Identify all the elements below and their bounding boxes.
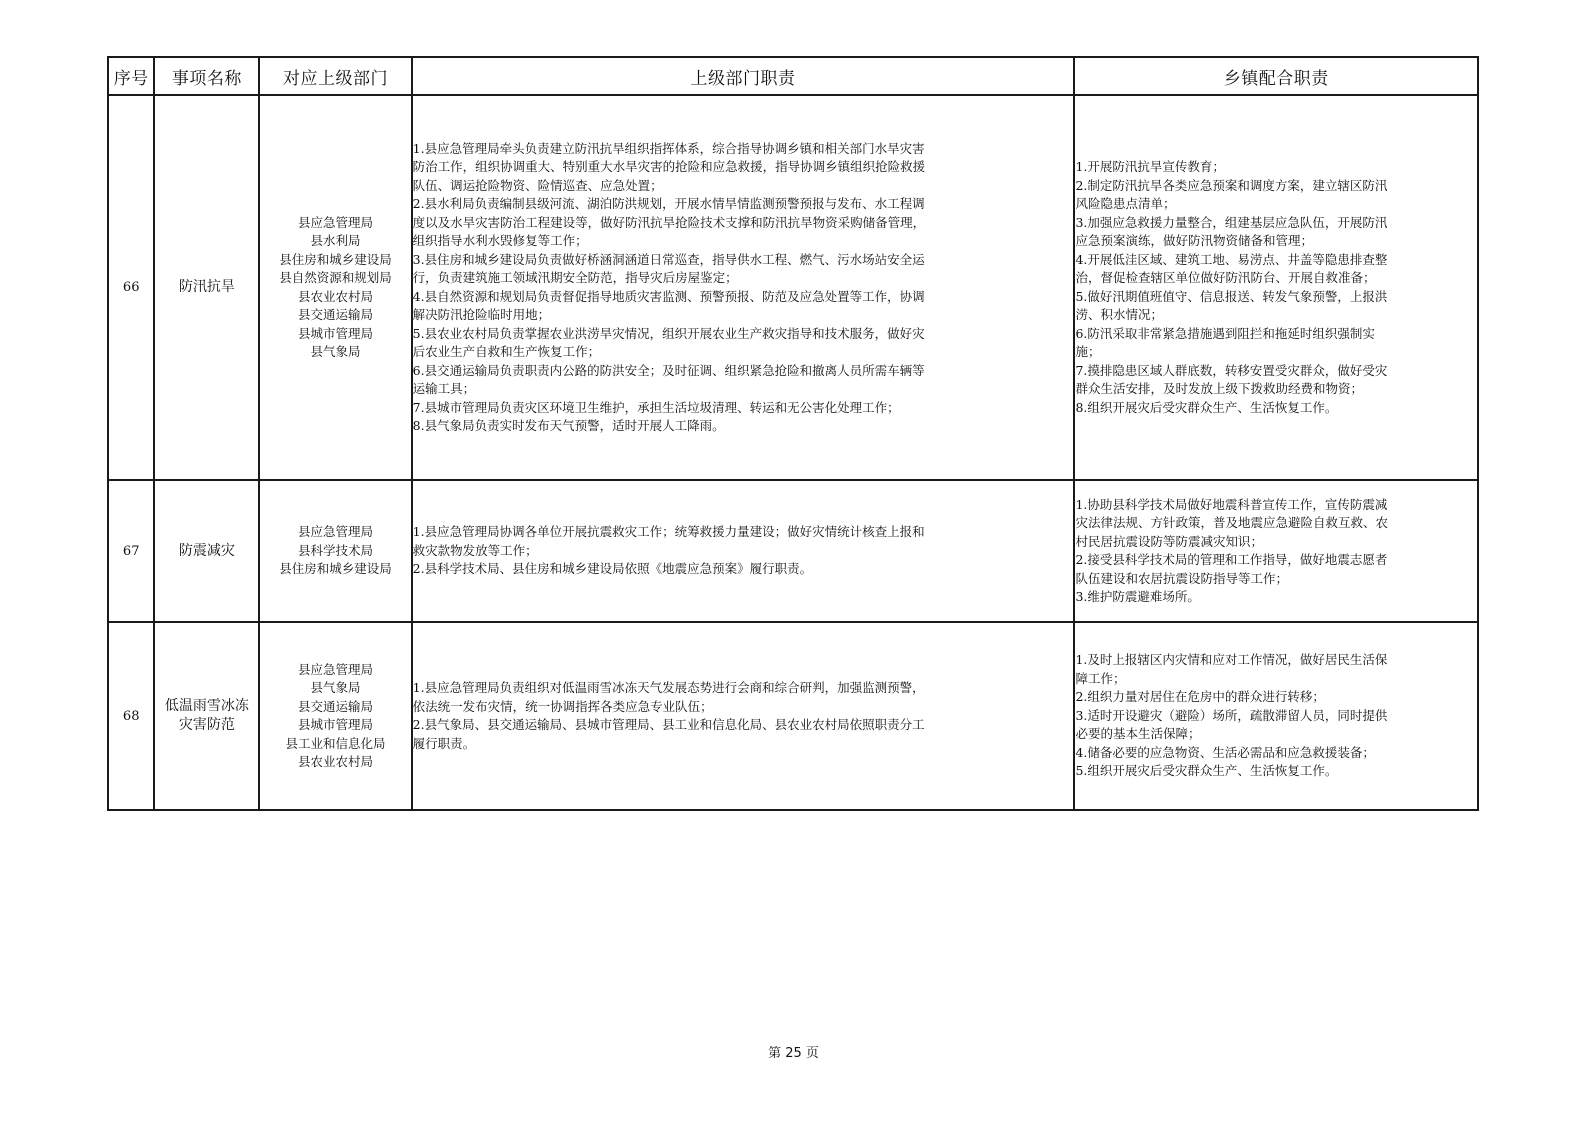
duty-line: 3.适时开设避灾（避险）场所，疏散滞留人员，同时提供 bbox=[1075, 707, 1388, 723]
table-row bbox=[108, 480, 1478, 622]
duty-line: 2.县气象局、县交通运输局、县城市管理局、县工业和信息化局、县农业农村局依照职责分工 bbox=[412, 717, 925, 732]
header-town-duty: 乡镇配合职责 bbox=[1074, 57, 1478, 95]
duty-line: 6.防汛采取非常紧急措施遇到阻拦和拖延时组织强制实 bbox=[1075, 325, 1375, 341]
duty-line: 5.做好汛期值班值守、信息报送、转发气象预警，上报洪 bbox=[1075, 288, 1388, 304]
duty-line: 6.县交通运输局负责职责内公路的防洪安全；及时征调、组织紧急抢险和撤离人员所需车辆等 bbox=[412, 362, 925, 378]
seq-cell: 68 bbox=[108, 622, 154, 810]
duty-line: 群众生活安排，及时发放上级下拨救助经费和物资； bbox=[1075, 381, 1363, 396]
duty-line: 行，负责建筑施工领域汛期安全防范，指导灾后房屋鉴定； bbox=[412, 270, 738, 285]
duty-line: 1.县应急管理局负责组织对低温雨雪冰冻天气发展态势进行会商和综合研判，加强监测预警， bbox=[412, 680, 925, 695]
dept-line: 县农业农村局 bbox=[297, 288, 373, 304]
dept-line: 县科学技术局 bbox=[297, 542, 373, 558]
duty-line: 2.接受县科学技术局的管理和工作指导，做好地震志愿者 bbox=[1075, 552, 1388, 567]
item-name-cell bbox=[154, 622, 259, 810]
duty-line: 1.开展防汛抗旱宣传教育； bbox=[1075, 159, 1225, 174]
upper-duty-cell bbox=[412, 95, 1075, 480]
duty-line: 防治工作，组织协调重大、特别重大水旱灾害的抢险和应急救援，指导协调乡镇组织抢险救援 bbox=[412, 159, 926, 174]
dept-line: 县交通运输局 bbox=[297, 307, 373, 322]
duty-line: 5.县农业农村局负责掌握农业洪涝旱灾情况，组织开展农业生产救灾指导和技术服务，做好灾 bbox=[412, 325, 925, 341]
dept-line: 县气象局 bbox=[310, 344, 361, 359]
duty-line: 4.县自然资源和规划局负责督促指导地质灾害监测、预警预报、防范及应急处置等工作，协调 bbox=[412, 288, 925, 304]
dept-line: 县气象局 bbox=[310, 680, 361, 695]
item-name-cell bbox=[154, 480, 259, 622]
dept-line: 县应急管理局 bbox=[297, 661, 373, 677]
dept-line: 县应急管理局 bbox=[297, 524, 373, 540]
dept-line: 县城市管理局 bbox=[297, 325, 373, 341]
table-row bbox=[108, 622, 1478, 810]
town-duty-cell bbox=[1074, 622, 1478, 810]
header-seq: 序号 bbox=[108, 57, 154, 95]
dept-line: 县住房和城乡建设局 bbox=[279, 251, 392, 267]
item-name-cell bbox=[154, 95, 259, 480]
duty-line: 风险隐患点清单； bbox=[1075, 196, 1176, 211]
duty-line: 后农业生产自救和生产恢复工作； bbox=[412, 344, 601, 359]
duty-line: 4.开展低洼区域、建筑工地、易涝点、井盖等隐患排查整 bbox=[1075, 251, 1388, 267]
dept-cell bbox=[259, 95, 411, 480]
duty-line: 运输工具； bbox=[412, 381, 476, 396]
seq-cell: 67 bbox=[108, 480, 154, 622]
duty-line: 灾法律法规、方针政策，普及地震应急避险自救互救、农 bbox=[1075, 515, 1388, 530]
seq-cell: 66 bbox=[108, 95, 154, 480]
item-name-line: 灾害防范 bbox=[178, 717, 235, 733]
duty-line: 1.协助县科学技术局做好地震科普宣传工作，宣传防震减 bbox=[1075, 496, 1388, 512]
duty-line: 3.维护防震避难场所。 bbox=[1075, 589, 1200, 604]
item-name-line: 防汛抗旱 bbox=[178, 279, 235, 295]
duty-line: 施； bbox=[1075, 344, 1101, 359]
header-item-name: 事项名称 bbox=[154, 57, 259, 95]
duty-line: 7.摸排隐患区域人群底数，转移安置受灾群众，做好受灾 bbox=[1075, 362, 1388, 378]
duty-table bbox=[107, 56, 1479, 811]
town-duty-cell bbox=[1074, 480, 1478, 622]
page-number: 第 25 页 bbox=[768, 1046, 819, 1061]
duty-line: 8.组织开展灾后受灾群众生产、生活恢复工作。 bbox=[1075, 399, 1338, 415]
duty-line: 必要的基本生活保障； bbox=[1075, 726, 1201, 742]
duty-line: 8.县气象局负责实时发布天气预警，适时开展人工降雨。 bbox=[412, 418, 725, 433]
dept-line: 县工业和信息化局 bbox=[285, 735, 386, 751]
duty-line: 队伍建设和农居抗震设防指导等工作； bbox=[1075, 570, 1288, 586]
duty-line: 履行职责。 bbox=[412, 735, 476, 751]
duty-line: 度以及水旱灾害防治工程建设等，做好防汛抗旱抢险技术支撑和防汛抗旱物资采购储备管理， bbox=[412, 214, 926, 230]
duty-line: 2.组织力量对居住在危房中的群众进行转移； bbox=[1075, 689, 1325, 705]
dept-line: 县应急管理局 bbox=[297, 214, 373, 230]
dept-cell bbox=[259, 622, 411, 810]
duty-line: 2.县科学技术局、县住房和城乡建设局依照《地震应急预案》履行职责。 bbox=[412, 561, 813, 577]
duty-line: 队伍、调运抢险物资、险情巡查、应急处置； bbox=[412, 177, 663, 193]
dept-line: 县城市管理局 bbox=[297, 717, 373, 732]
header-dept: 对应上级部门 bbox=[259, 57, 411, 95]
dept-cell bbox=[259, 480, 411, 622]
upper-duty-cell bbox=[412, 622, 1075, 810]
item-name-line: 防震减灾 bbox=[178, 542, 235, 559]
duty-line: 3.县住房和城乡建设局负责做好桥涵洞涵道日常巡查，指导供水工程、燃气、污水场站安全运 bbox=[412, 251, 925, 267]
dept-line: 县自然资源和规划局 bbox=[279, 270, 392, 285]
duty-line: 涝、积水情况； bbox=[1075, 307, 1163, 322]
duty-line: 解决防汛抢险临时用地； bbox=[412, 307, 551, 322]
town-duty-cell bbox=[1074, 95, 1478, 480]
duty-line: 应急预案演练，做好防汛物资储备和管理； bbox=[1075, 233, 1313, 248]
duty-line: 救灾款物发放等工作； bbox=[412, 542, 538, 558]
dept-line: 县交通运输局 bbox=[297, 698, 373, 714]
duty-line: 1.县应急管理局协调各单位开展抗震救灾工作；统筹救援力量建设；做好灾情统计核查上报和 bbox=[412, 524, 925, 540]
duty-line: 7.县城市管理局负责灾区环境卫生维护，承担生活垃圾清理、转运和无公害化处理工作； bbox=[412, 399, 900, 415]
duty-line: 组织指导水利水毁修复等工作； bbox=[412, 233, 588, 248]
duty-line: 2.县水利局负责编制县级河流、湖泊防洪规划，开展水情旱情监测预警预报与发布、水工程调 bbox=[412, 196, 925, 211]
table-row bbox=[108, 95, 1478, 480]
duty-line: 1.及时上报辖区内灾情和应对工作情况，做好居民生活保 bbox=[1075, 652, 1388, 668]
duty-line: 2.制定防汛抗旱各类应急预案和调度方案，建立辖区防汛 bbox=[1075, 177, 1388, 193]
duty-line: 障工作； bbox=[1075, 670, 1126, 686]
duty-line: 1.县应急管理局牵头负责建立防汛抗旱组织指挥体系，综合指导协调乡镇和相关部门水旱灾害 bbox=[412, 140, 925, 156]
duty-line: 依法统一发布灾情，统一协调指挥各类应急专业队伍； bbox=[412, 698, 713, 714]
duty-line: 3.加强应急救援力量整合，组建基层应急队伍，开展防汛 bbox=[1075, 214, 1388, 230]
dept-line: 县住房和城乡建设局 bbox=[279, 561, 392, 577]
header-upper-duty: 上级部门职责 bbox=[412, 57, 1075, 95]
duty-line: 5.组织开展灾后受灾群众生产、生活恢复工作。 bbox=[1075, 763, 1338, 779]
duty-line: 4.储备必要的应急物资、生活必需品和应急救援装备； bbox=[1075, 744, 1375, 760]
upper-duty-cell bbox=[412, 480, 1075, 622]
duty-line: 村民居抗震设防等防震减灾知识； bbox=[1075, 533, 1263, 549]
header-row bbox=[108, 57, 1478, 95]
duty-line: 治，督促检查辖区单位做好防汛防台、开展自救准备； bbox=[1075, 270, 1376, 285]
dept-line: 县水利局 bbox=[310, 233, 361, 248]
item-name-line: 低温雨雪冰冻 bbox=[164, 698, 249, 714]
dept-line: 县农业农村局 bbox=[297, 754, 373, 769]
